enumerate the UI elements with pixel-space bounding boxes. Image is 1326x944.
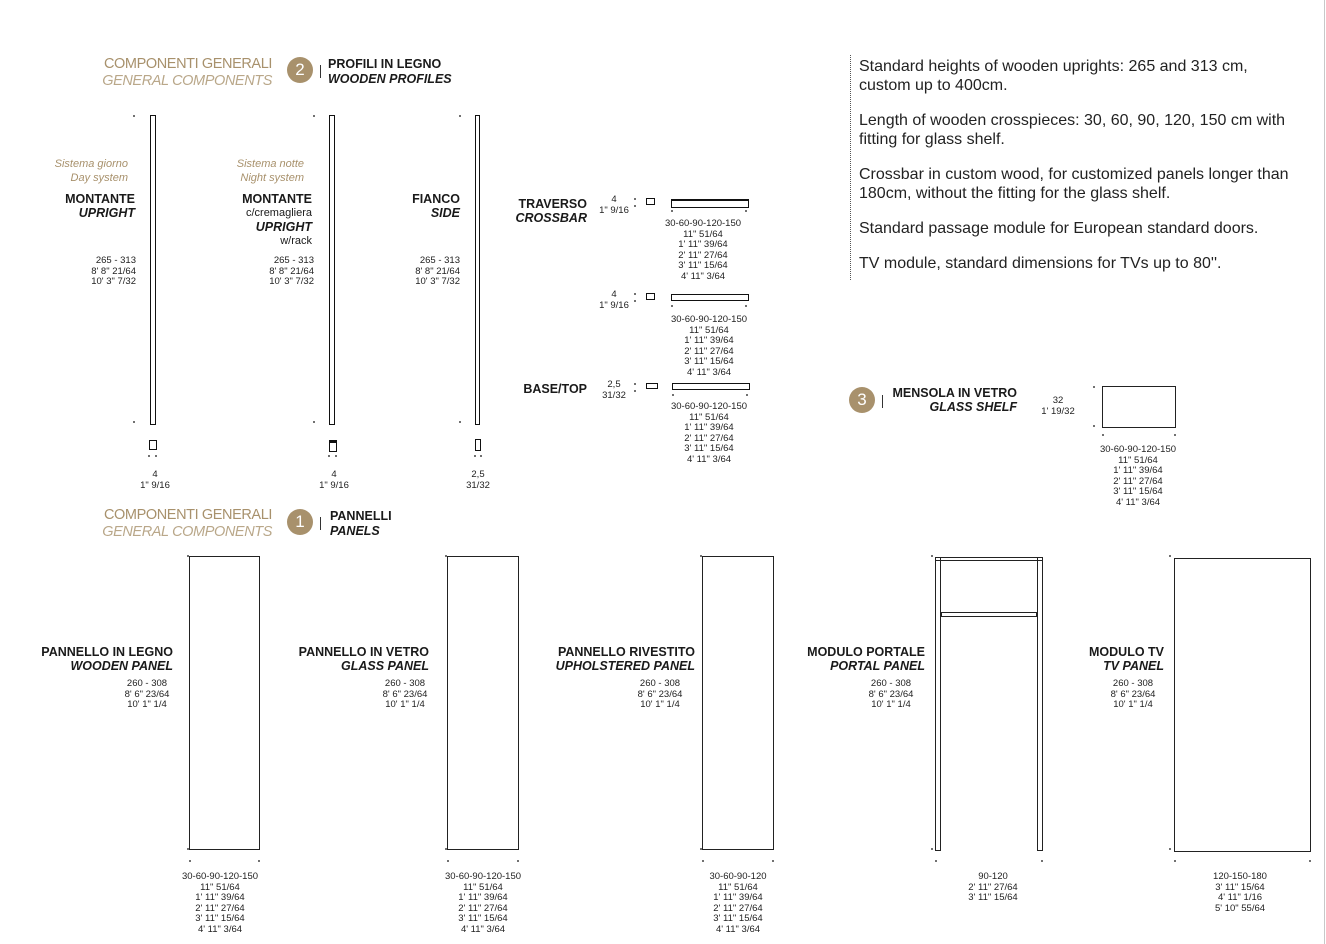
day-system-label — [20, 157, 128, 185]
dim-marker — [1309, 860, 1311, 862]
dim-marker — [447, 860, 449, 862]
notes — [859, 57, 1299, 273]
divider — [320, 65, 321, 78]
dim-marker — [480, 455, 482, 457]
dim-marker — [634, 205, 636, 207]
panels-name-en: PANELS — [330, 524, 380, 538]
dim-marker — [634, 390, 636, 392]
dim-marker — [1169, 555, 1171, 557]
glass-shelf-name-it: MENSOLA IN VETRO — [892, 386, 1017, 400]
dim-marker — [133, 115, 135, 117]
dim-marker — [745, 210, 747, 212]
crossbar-section-1: 4 1" 9/16 — [599, 194, 629, 216]
dim-marker — [672, 394, 674, 396]
page-edge — [1324, 0, 1325, 944]
dim-marker — [935, 860, 937, 862]
panel-name-en: TV PANEL — [1103, 659, 1164, 673]
crossbar-section-2: 4 1" 9/16 — [599, 289, 629, 311]
dim-marker — [313, 115, 315, 117]
system-it: Sistema giorno — [54, 158, 128, 170]
portal-module-frame — [935, 557, 1043, 851]
basetop-section: 2,5 31/32 — [602, 379, 626, 401]
section-number-badge: 1 — [287, 509, 313, 535]
upright-name-en: UPRIGHT — [78, 206, 135, 220]
crossbar-section-icon — [646, 198, 655, 205]
section-number-badge: 2 — [287, 57, 313, 83]
glass-panel-outline — [447, 556, 519, 850]
panel-name-it: PANNELLO IN LEGNO — [41, 645, 173, 659]
portal-panel-heights: 260 - 308 8' 6" 23/64 10' 1" 1/4 — [868, 678, 914, 711]
dim-marker — [1102, 434, 1104, 436]
crossbar-section-icon — [646, 293, 655, 300]
panels-name-it: PANNELLI — [330, 509, 392, 523]
tv-panel-heights: 260 - 308 8' 6" 23/64 10' 1" 1/4 — [1110, 678, 1156, 711]
tv-panel-label — [1040, 645, 1164, 673]
dim-marker — [634, 300, 636, 302]
upright-day-label — [20, 192, 135, 220]
dim-marker — [1174, 434, 1176, 436]
portal-right-post — [1037, 557, 1043, 851]
upright-night-heights: 265 - 313 8' 8" 21/64 10' 3" 7/32 — [269, 255, 314, 288]
side-profile — [475, 115, 480, 425]
night-system-label — [196, 157, 304, 185]
profiles-name-en: WOODEN PROFILES — [328, 72, 452, 86]
dim-marker — [189, 860, 191, 862]
upright-night-sub-it: c/cremagliera — [245, 207, 312, 219]
panel-name-it: MODULO PORTALE — [807, 645, 925, 659]
panel-name-it: MODULO TV — [1089, 645, 1164, 659]
glass-shelf-outline — [1102, 386, 1176, 428]
note-uprights: Standard heights of wooden uprights: 265 and 313 cm, custom up to 400cm. — [859, 58, 1248, 94]
divider — [320, 517, 321, 530]
dim-marker — [931, 848, 933, 850]
portal-left-post — [935, 557, 941, 851]
crossbar-profile-2 — [671, 294, 749, 301]
upright-night-name-en: UPRIGHT — [255, 220, 312, 234]
panel-name-en: GLASS PANEL — [341, 659, 429, 673]
tv-panel-widths: 120-150-180 3' 11" 15/64 4' 11" 1/16 5' 10" 55/64 — [1213, 871, 1267, 914]
upright-name-it: MONTANTE — [65, 192, 135, 206]
tv-panel-outline — [1174, 558, 1311, 852]
glass-shelf-depth: 32 1' 19/32 — [1041, 395, 1075, 417]
side-name-en: SIDE — [430, 206, 460, 220]
section-number-badge: 3 — [849, 387, 875, 413]
profiles-title-en: GENERAL COMPONENTS — [102, 73, 272, 89]
crossbar-name-en: CROSSBAR — [515, 211, 587, 225]
basetop-lengths: 30-60-90-120-150 11" 51/64 1' 11" 39/64 2' 11" 27/64 3' 11" 15/64 4' 11" 3/64 — [670, 401, 748, 465]
upholstered-panel-label — [535, 645, 695, 673]
glass-panel-heights: 260 - 308 8' 6" 23/64 10' 1" 1/4 — [382, 678, 428, 711]
dim-marker — [517, 860, 519, 862]
crossbar-profile-1 — [671, 199, 749, 208]
dim-marker — [459, 115, 461, 117]
portal-panel-widths: 90-120 2' 11" 27/64 3' 11" 15/64 — [968, 871, 1018, 904]
side-heights: 265 - 313 8' 8" 21/64 10' 3" 7/32 — [415, 255, 460, 288]
profiles-title-it: COMPONENTI GENERALI — [103, 56, 272, 72]
dim-marker — [328, 455, 330, 457]
panel-name-it: PANNELLO IN VETRO — [298, 645, 429, 659]
glass-shelf-name-en: GLASS SHELF — [929, 400, 1017, 414]
side-section: 2,5 31/32 — [466, 469, 490, 491]
wooden-panel-widths: 30-60-90-120-150 11" 51/64 1' 11" 39/64 2' 11" 27/64 3' 11" 15/64 4' 11" 3/64 — [181, 871, 259, 935]
upright-night-sub-en: w/rack — [280, 235, 312, 247]
upright-day-heights: 265 - 313 8' 8" 21/64 10' 3" 7/32 — [91, 255, 136, 288]
upright-night-label — [196, 192, 312, 248]
upright-day-section-icon — [149, 440, 157, 450]
dim-marker — [155, 455, 157, 457]
dim-marker — [634, 198, 636, 200]
upright-night-section: 4 1" 9/16 — [319, 469, 349, 491]
upright-day-section: 4 1" 9/16 — [140, 469, 170, 491]
system-en: Day system — [70, 172, 128, 184]
panel-name-it: PANNELLO RIVESTITO — [557, 645, 695, 659]
glass-panel-widths: 30-60-90-120-150 11" 51/64 1' 11" 39/64 2' 11" 27/64 3' 11" 15/64 4' 11" 3/64 — [444, 871, 522, 935]
wooden-panel-heights: 260 - 308 8' 6" 23/64 10' 1" 1/4 — [124, 678, 170, 711]
dim-marker — [746, 394, 748, 396]
crossbar-label — [500, 197, 587, 225]
note-passage: Standard passage module for European standard doors. — [859, 220, 1259, 237]
notes-divider — [850, 55, 851, 280]
basetop-label: BASE/TOP — [523, 382, 587, 396]
note-tv: TV module, standard dimensions for TVs up to 80''. — [859, 255, 1222, 272]
dim-marker — [313, 421, 315, 423]
dim-marker — [335, 455, 337, 457]
upright-day-profile — [150, 115, 156, 425]
side-label — [360, 192, 460, 220]
dim-marker — [474, 455, 476, 457]
wooden-panel-outline — [189, 556, 260, 850]
panel-name-en: WOODEN PANEL — [70, 659, 173, 673]
portal-crossbar — [941, 612, 1037, 617]
glass-panel-label — [275, 645, 429, 673]
dim-marker — [931, 555, 933, 557]
dim-marker — [634, 293, 636, 295]
note-crossbar: Crossbar in custom wood, for customized panels longer than 180cm, without the fitting for the glass shelf. — [859, 166, 1289, 202]
crossbar-lengths-2: 30-60-90-120-150 11" 51/64 1' 11" 39/64 2' 11" 27/64 3' 11" 15/64 4' 11" 3/64 — [670, 314, 748, 378]
crossbar-name-it: TRAVERSO — [518, 197, 587, 211]
profiles-section-name — [328, 57, 452, 87]
side-section-icon — [475, 439, 481, 451]
dim-marker — [745, 305, 747, 307]
panel-name-en: PORTAL PANEL — [830, 659, 925, 673]
glass-shelf-label — [880, 386, 1017, 414]
upright-night-profile — [329, 115, 335, 425]
upright-night-name-it: MONTANTE — [242, 192, 312, 206]
dim-marker — [671, 305, 673, 307]
system-en: Night system — [240, 172, 304, 184]
dim-marker — [702, 860, 704, 862]
profiles-section-title — [60, 56, 272, 90]
dim-marker — [1041, 860, 1043, 862]
dim-marker — [1169, 848, 1171, 850]
dim-marker — [258, 860, 260, 862]
panels-section-title — [60, 507, 272, 541]
panels-section-name — [330, 509, 392, 539]
wooden-panel-label — [20, 645, 173, 673]
dim-marker — [1174, 860, 1176, 862]
upright-night-section-icon — [329, 440, 337, 452]
basetop-profile — [672, 383, 750, 390]
dim-marker — [1093, 386, 1095, 388]
panels-title-it: COMPONENTI GENERALI — [103, 507, 272, 523]
note-crosspieces: Length of wooden crosspieces: 30, 60, 90, 120, 150 cm with fitting for glass shelf. — [859, 112, 1286, 148]
dim-marker — [148, 455, 150, 457]
crossbar-lengths-1: 30-60-90-120-150 11" 51/64 1' 11" 39/64 2' 11" 27/64 3' 11" 15/64 4' 11" 3/64 — [664, 218, 742, 282]
upholstered-panel-widths: 30-60-90-120 11" 51/64 1' 11" 39/64 2' 11" 27/64 3' 11" 15/64 4' 11" 3/64 — [709, 871, 767, 935]
panel-name-en: UPHOLSTERED PANEL — [555, 659, 695, 673]
dim-marker — [634, 383, 636, 385]
basetop-section-icon — [646, 383, 658, 389]
upholstered-panel-outline — [702, 556, 774, 850]
dim-marker — [772, 860, 774, 862]
portal-top-beam — [935, 557, 1043, 561]
side-name-it: FIANCO — [412, 192, 460, 206]
dim-marker — [459, 421, 461, 423]
glass-shelf-lengths: 30-60-90-120-150 11" 51/64 1' 11" 39/64 2' 11" 27/64 3' 11" 15/64 4' 11" 3/64 — [1099, 444, 1177, 508]
dim-marker — [133, 421, 135, 423]
upholstered-panel-heights: 260 - 308 8' 6" 23/64 10' 1" 1/4 — [637, 678, 683, 711]
dim-marker — [671, 210, 673, 212]
dim-marker — [1093, 425, 1095, 427]
profiles-name-it: PROFILI IN LEGNO — [328, 57, 442, 71]
panels-title-en: GENERAL COMPONENTS — [102, 524, 272, 540]
portal-panel-label — [790, 645, 925, 673]
system-it: Sistema notte — [236, 158, 304, 170]
